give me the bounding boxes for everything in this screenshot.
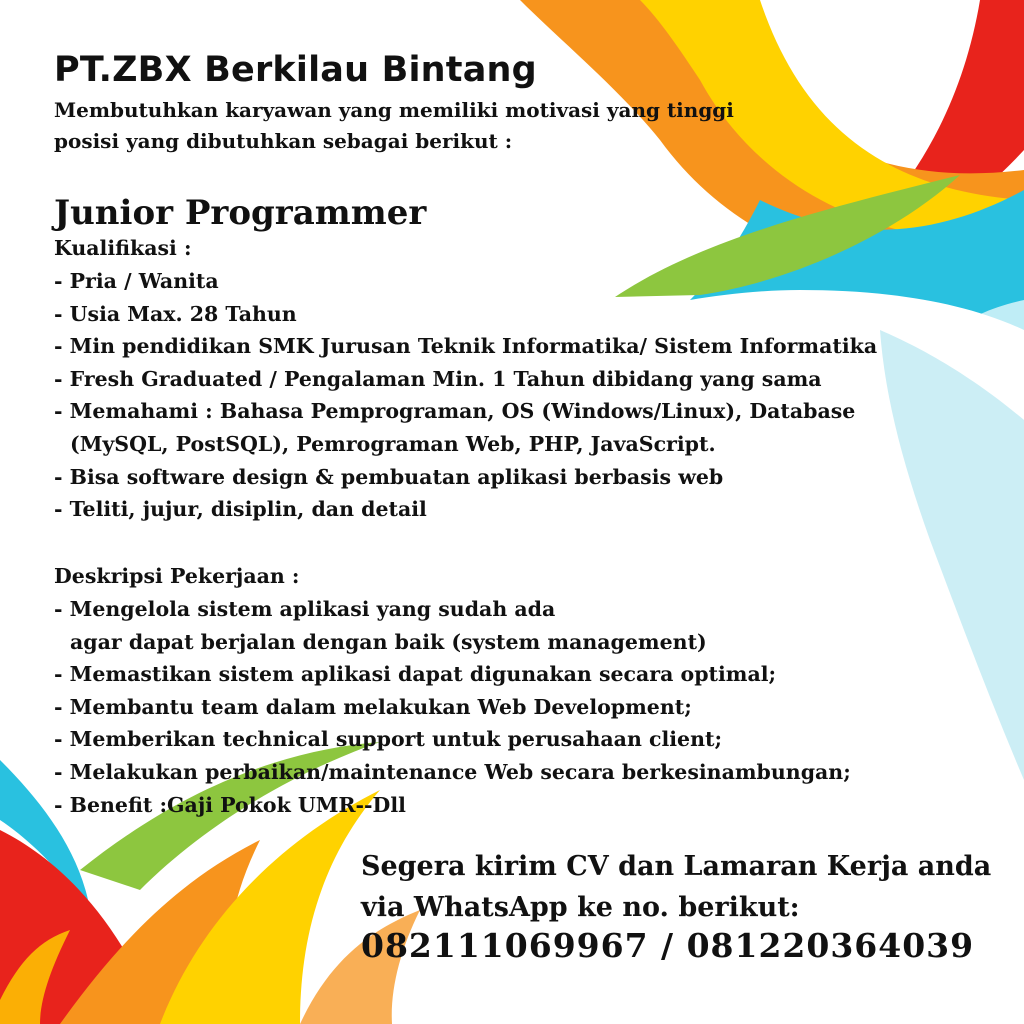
job-description-heading: Deskripsi Pekerjaan :	[54, 564, 300, 588]
cta-line: via WhatsApp ke no. berikut:	[361, 892, 800, 923]
cta-line: Segera kirim CV dan Lamaran Kerja anda	[361, 851, 992, 882]
list-item: - Memastikan sistem aplikasi dapat digunakan secara optimal;	[54, 662, 777, 687]
position-title: Junior Programmer	[54, 193, 427, 233]
list-item: - Usia Max. 28 Tahun	[54, 301, 297, 326]
list-item: - Teliti, jujur, disiplin, dan detail	[54, 497, 427, 522]
list-item: - Pria / Wanita	[54, 269, 219, 293]
list-item: - Melakukan perbaikan/maintenance Web secara berkesinambungan;	[54, 759, 851, 784]
intro-text	[54, 95, 734, 157]
list-item: - Membantu team dalam melakukan Web Development;	[54, 694, 692, 719]
phone-numbers: 082111069967 / 081220364039	[361, 926, 975, 965]
list-item: - Memahami : Bahasa Pemprograman, OS (Windows/Linux), Database	[54, 399, 856, 424]
list-item-continuation: (MySQL, PostSQL), Pemrograman Web, PHP, JavaScript.	[70, 431, 716, 456]
qualifications-list	[54, 265, 877, 526]
job-description-list	[54, 593, 851, 821]
qualifications-heading: Kualifikasi :	[54, 236, 192, 260]
intro-line: Membutuhkan karyawan yang memiliki motivasi yang tinggi	[54, 98, 734, 122]
list-item: - Bisa software design & pembuatan aplikasi berbasis web	[54, 464, 724, 489]
call-to-action	[361, 846, 991, 928]
list-item: - Benefit :Gaji Pokok UMR--Dll	[54, 792, 406, 817]
list-item: - Memberikan technical support untuk perusahaan client;	[54, 727, 723, 752]
list-item-continuation: agar dapat berjalan dengan baik (system management)	[70, 629, 707, 654]
list-item: - Fresh Graduated / Pengalaman Min. 1 Tahun dibidang yang sama	[54, 366, 822, 391]
list-item: - Mengelola sistem aplikasi yang sudah ada	[54, 597, 556, 621]
intro-line: posisi yang dibutuhkan sebagai berikut :	[54, 129, 513, 153]
swirl-right-cyan-wash	[880, 330, 1024, 780]
list-item: - Min pendidikan SMK Jurusan Teknik Informatika/ Sistem Informatika	[54, 334, 878, 359]
company-name: PT.ZBX Berkilau Bintang	[54, 50, 537, 90]
